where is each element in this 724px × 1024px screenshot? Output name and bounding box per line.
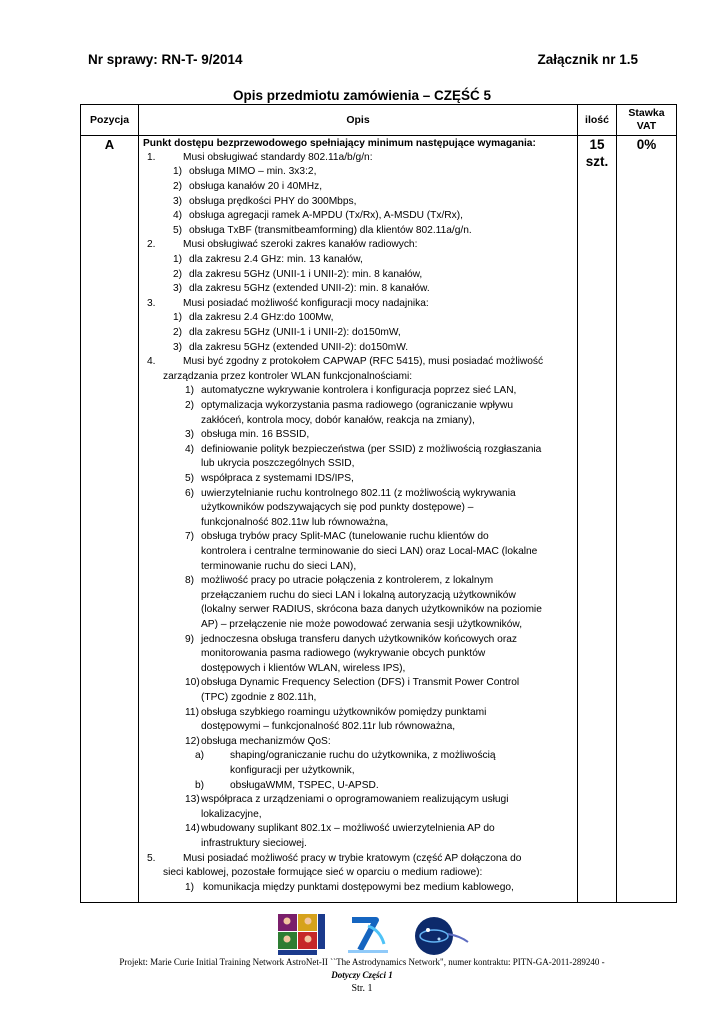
list-item-number: 3) bbox=[173, 341, 183, 353]
list-item-text: współpraca z urządzeniami o oprogramowaniem realizującym usługi bbox=[201, 794, 509, 806]
footer-subtitle: Dotyczy Części 1 bbox=[331, 970, 393, 980]
list-item-text: obsługa prędkości PHY do 300Mbps, bbox=[189, 195, 357, 207]
list-item-text: kontrolera i centralne terminowanie do sieci LAN) oraz Local-MAC (lokalne bbox=[201, 546, 538, 557]
header-vat bbox=[617, 105, 677, 136]
position-cell bbox=[81, 136, 139, 903]
list-item-text: dla zakresu 5GHz (extended UNII-2): do150mW. bbox=[189, 341, 409, 353]
astronet-logo bbox=[412, 914, 470, 956]
list-item-text: obsługa agregacji ramek A-MPDU (Tx/Rx), A-MSDU (Tx/Rx), bbox=[189, 210, 463, 222]
list-item-text: obsługa MIMO – min. 3x3:2, bbox=[189, 166, 317, 178]
list-item-text: obsługa TxBF (transmitbeamforming) dla klientów 802.11a/g/n. bbox=[189, 224, 472, 236]
list-item-text: zakłóceń, kontrola mocy, dobór kanałów, reakcja na zmiany), bbox=[201, 414, 475, 426]
list-item-text: wbudowany suplikant 802.1x – możliwość uwierzytelnienia AP do bbox=[201, 823, 495, 835]
list-item-text: lokalizacyjne, bbox=[201, 808, 262, 820]
marie-curie-logo bbox=[278, 914, 326, 956]
list-item-text: obsługa min. 16 BSSID, bbox=[201, 429, 310, 441]
list-item-number: 5) bbox=[173, 224, 183, 236]
quantity-unit: szt. bbox=[585, 154, 609, 169]
list-item-number: 1) bbox=[185, 881, 195, 893]
list-item-text: dostępowych i klientów WLAN, wireless IPS), bbox=[201, 662, 406, 674]
list-item-number: 2) bbox=[173, 268, 183, 280]
list-item-number: 3) bbox=[173, 195, 183, 207]
list-item-number: b) bbox=[195, 779, 205, 791]
table-row bbox=[81, 136, 677, 903]
list-item-text: Musi posiadać możliwość konfiguracji mocy nadajnika: bbox=[183, 297, 429, 309]
list-item-text: zarządzania przez kontroler WLAN funkcjonalnościami: bbox=[163, 370, 413, 382]
list-item-text: (lokalny serwer RADIUS, skrócona baza danych użytkowników na poziomie bbox=[201, 604, 542, 616]
list-item-number: 13) bbox=[185, 794, 200, 806]
vat-cell bbox=[617, 136, 677, 903]
list-item-text: Musi obsługiwać standardy 802.11a/b/g/n: bbox=[183, 151, 373, 163]
list-item-number: 10) bbox=[185, 677, 200, 689]
list-item-text: automatyczne wykrywanie kontrolera i konfiguracja poprzez sieć LAN, bbox=[201, 385, 517, 397]
list-item-text: możliwość pracy po utracie połączenia z kontrolerem, z lokalnym bbox=[201, 575, 494, 587]
list-item-number: 14) bbox=[185, 823, 200, 835]
page-number: Str. 1 bbox=[351, 983, 373, 994]
list-item-text: dla zakresu 2.4 GHz:do 100Mw, bbox=[189, 312, 334, 324]
list-item-text: współpraca z systemami IDS/IPS, bbox=[201, 473, 354, 484]
list-item-text: dla zakresu 5GHz (UNII-1 i UNII-2): min. 8 kanałów, bbox=[189, 268, 423, 280]
list-item-number: a) bbox=[195, 750, 205, 762]
list-item-text: obsługaWMM, TSPEC, U-APSD. bbox=[230, 779, 379, 791]
attachment-number: Załącznik nr 1.5 bbox=[537, 52, 638, 67]
order-description-table bbox=[80, 104, 677, 903]
list-item-text: infrastruktury sieciowej. bbox=[201, 838, 307, 849]
list-item-text: komunikacja między punktami dostępowymi bez medium kablowego, bbox=[203, 881, 514, 893]
list-item-number: 1) bbox=[185, 385, 195, 397]
list-item-text: monitorowania pasma radiowego (wykrywanie obcych punktów bbox=[201, 648, 486, 660]
list-item-text: obsługa mechanizmów QoS: bbox=[201, 735, 331, 747]
header-position: Pozycja bbox=[81, 105, 139, 136]
list-item-text: obsługa kanałów 20 i 40MHz, bbox=[189, 181, 323, 192]
list-item-text: obsługa trybów pracy Split-MAC (tunelowanie ruchu klientów do bbox=[201, 531, 489, 543]
list-item-text: Musi posiadać możliwość pracy w trybie kratowym (część AP dołączona do bbox=[183, 852, 522, 864]
list-item-text: dostępowymi – funkcjonalność 802.11r lub równoważna, bbox=[201, 721, 456, 733]
list-item-text: sieci kablowej, pozostałe formujące sieć w oparciu o medium radiowe): bbox=[163, 867, 483, 879]
list-item-number: 2) bbox=[173, 327, 183, 338]
case-number: Nr sprawy: RN-T- 9/2014 bbox=[88, 52, 243, 67]
list-item-number: 4) bbox=[173, 210, 183, 222]
list-item-text: dla zakresu 5GHz (extended UNII-2): min. 8 kanałów. bbox=[189, 283, 430, 295]
list-item-text: terminowanie ruchu do sieci LAN), bbox=[201, 560, 357, 572]
list-item-number: 1) bbox=[173, 166, 183, 178]
header-quantity: ilość bbox=[578, 105, 617, 136]
list-item-number: 2) bbox=[185, 400, 195, 411]
quantity-cell bbox=[578, 136, 617, 903]
list-item-text: Musi obsługiwać szeroki zakres kanałów radiowych: bbox=[183, 239, 418, 251]
list-item-text: jednoczesna obsługa transferu danych użytkowników końcowych oraz bbox=[201, 633, 517, 645]
list-item-number: 7) bbox=[185, 531, 195, 543]
list-item-text: obsługa Dynamic Frequency Selection (DFS) i Transmit Power Control bbox=[201, 677, 520, 689]
vat-value: 0% bbox=[636, 137, 657, 152]
list-item-number: 1) bbox=[173, 254, 183, 265]
list-item-number: 9) bbox=[185, 633, 195, 645]
list-item-number: 8) bbox=[185, 575, 195, 587]
list-item-text: uwierzytelnianie ruchu kontrolnego 802.11 (z możliwością wykrywania bbox=[201, 487, 516, 499]
list-item-text: AP) – przełączenie nie może powodować zerwania sesji użytkowników, bbox=[201, 619, 523, 630]
list-item-text: shaping/ograniczanie ruchu do użytkownika, z możliwością bbox=[230, 750, 496, 762]
list-item-text: Musi być zgodny z protokołem CAPWAP (RFC 5415), musi posiadać możliwość bbox=[183, 356, 544, 368]
list-item-number: 3) bbox=[173, 283, 183, 295]
list-item-number: 5) bbox=[185, 473, 195, 484]
list-item-number: 5. bbox=[147, 852, 156, 864]
list-item-text: optymalizacja wykorzystania pasma radiowego (ograniczanie wpływu bbox=[201, 400, 513, 411]
list-item-number: 2. bbox=[147, 239, 156, 251]
list-item-text: dla zakresu 5GHz (UNII-1 i UNII-2): do150mW, bbox=[189, 327, 401, 338]
list-item-number: 12) bbox=[185, 735, 200, 747]
list-item-text: obsługa szybkiego roamingu użytkowników pomiędzy punktami bbox=[201, 706, 487, 718]
list-item-number: 4) bbox=[185, 443, 195, 455]
list-item-text: lub ukrycia poszczególnych SSID, bbox=[201, 458, 355, 470]
document-title: Opis przedmiotu zamówienia – CZĘŚĆ 5 bbox=[232, 88, 492, 103]
footer-project-info: Projekt: Marie Curie Initial Training Network AstroNet-II ``The Astrodynamics Network", numer kontraktu: PITN-GA-2011-289240 - bbox=[119, 957, 605, 967]
description-lead: Punkt dostępu bezprzewodowego spełniający minimum następujące wymagania: bbox=[143, 138, 536, 149]
header-vat-line1: Stawka bbox=[628, 107, 665, 119]
list-item-number: 4. bbox=[147, 356, 156, 368]
list-item-text: funkcjonalność 802.11w lub równoważna, bbox=[201, 516, 389, 528]
list-item-number: 1) bbox=[173, 312, 183, 324]
list-item-text: konfiguracji per użytkownik, bbox=[230, 765, 355, 776]
position-value: A bbox=[104, 137, 115, 152]
footer-logos bbox=[0, 914, 724, 958]
header-description: Opis bbox=[139, 105, 578, 136]
list-item-number: 2) bbox=[173, 181, 183, 192]
fp7-logo bbox=[346, 916, 390, 956]
list-item-number: 3) bbox=[185, 429, 195, 441]
list-item-text: użytkowników podszywających się pod punkty dostępowe) – bbox=[201, 502, 474, 514]
list-item-number: 6) bbox=[185, 487, 195, 499]
table-header-row bbox=[81, 105, 677, 136]
header-vat-line2: VAT bbox=[636, 120, 657, 132]
list-item-text: definiowanie polityk bezpieczeństwa (per SSID) z możliwością rozgłaszania bbox=[201, 443, 542, 455]
description-cell bbox=[139, 136, 578, 903]
list-item-number: 3. bbox=[147, 297, 156, 309]
list-item-text: przełączaniem ruchu do sieci LAN i lokalną autoryzacją użytkowników bbox=[201, 589, 516, 601]
list-item-number: 11) bbox=[185, 706, 199, 718]
description-content bbox=[139, 136, 577, 902]
list-item-number: 1. bbox=[147, 151, 156, 163]
quantity-number: 15 bbox=[589, 137, 605, 152]
list-item-text: dla zakresu 2.4 GHz: min. 13 kanałów, bbox=[189, 254, 363, 265]
list-item-text: (TPC) zgodnie z 802.11h, bbox=[201, 692, 317, 703]
